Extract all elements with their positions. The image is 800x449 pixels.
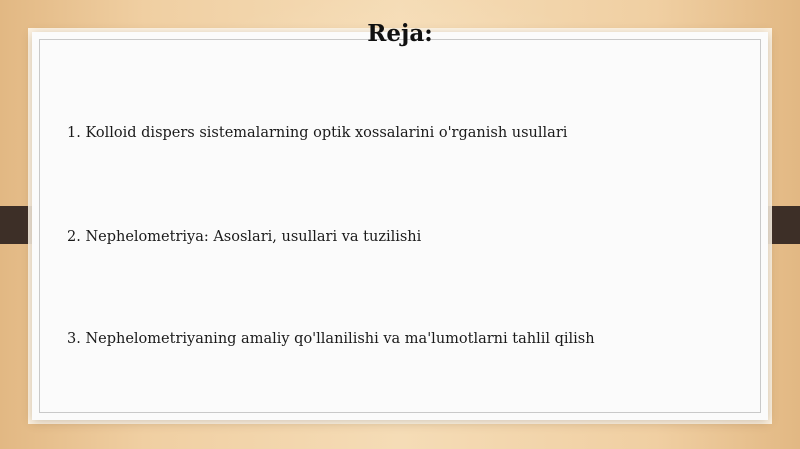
slide-card <box>32 32 768 420</box>
plan-item-1: 1. Kolloid dispers sistemalarning optik xossalarini o'rganish usullari <box>67 125 568 141</box>
slide-card-border <box>39 39 761 413</box>
plan-item-2: 2. Nephelometriya: Asoslari, usullari va tuzilishi <box>67 229 422 245</box>
slide-title: Reja: <box>367 20 433 47</box>
plan-item-3: 3. Nephelometriyaning amaliy qo'llanilishi va ma'lumotlarni tahlil qilish <box>67 331 595 347</box>
